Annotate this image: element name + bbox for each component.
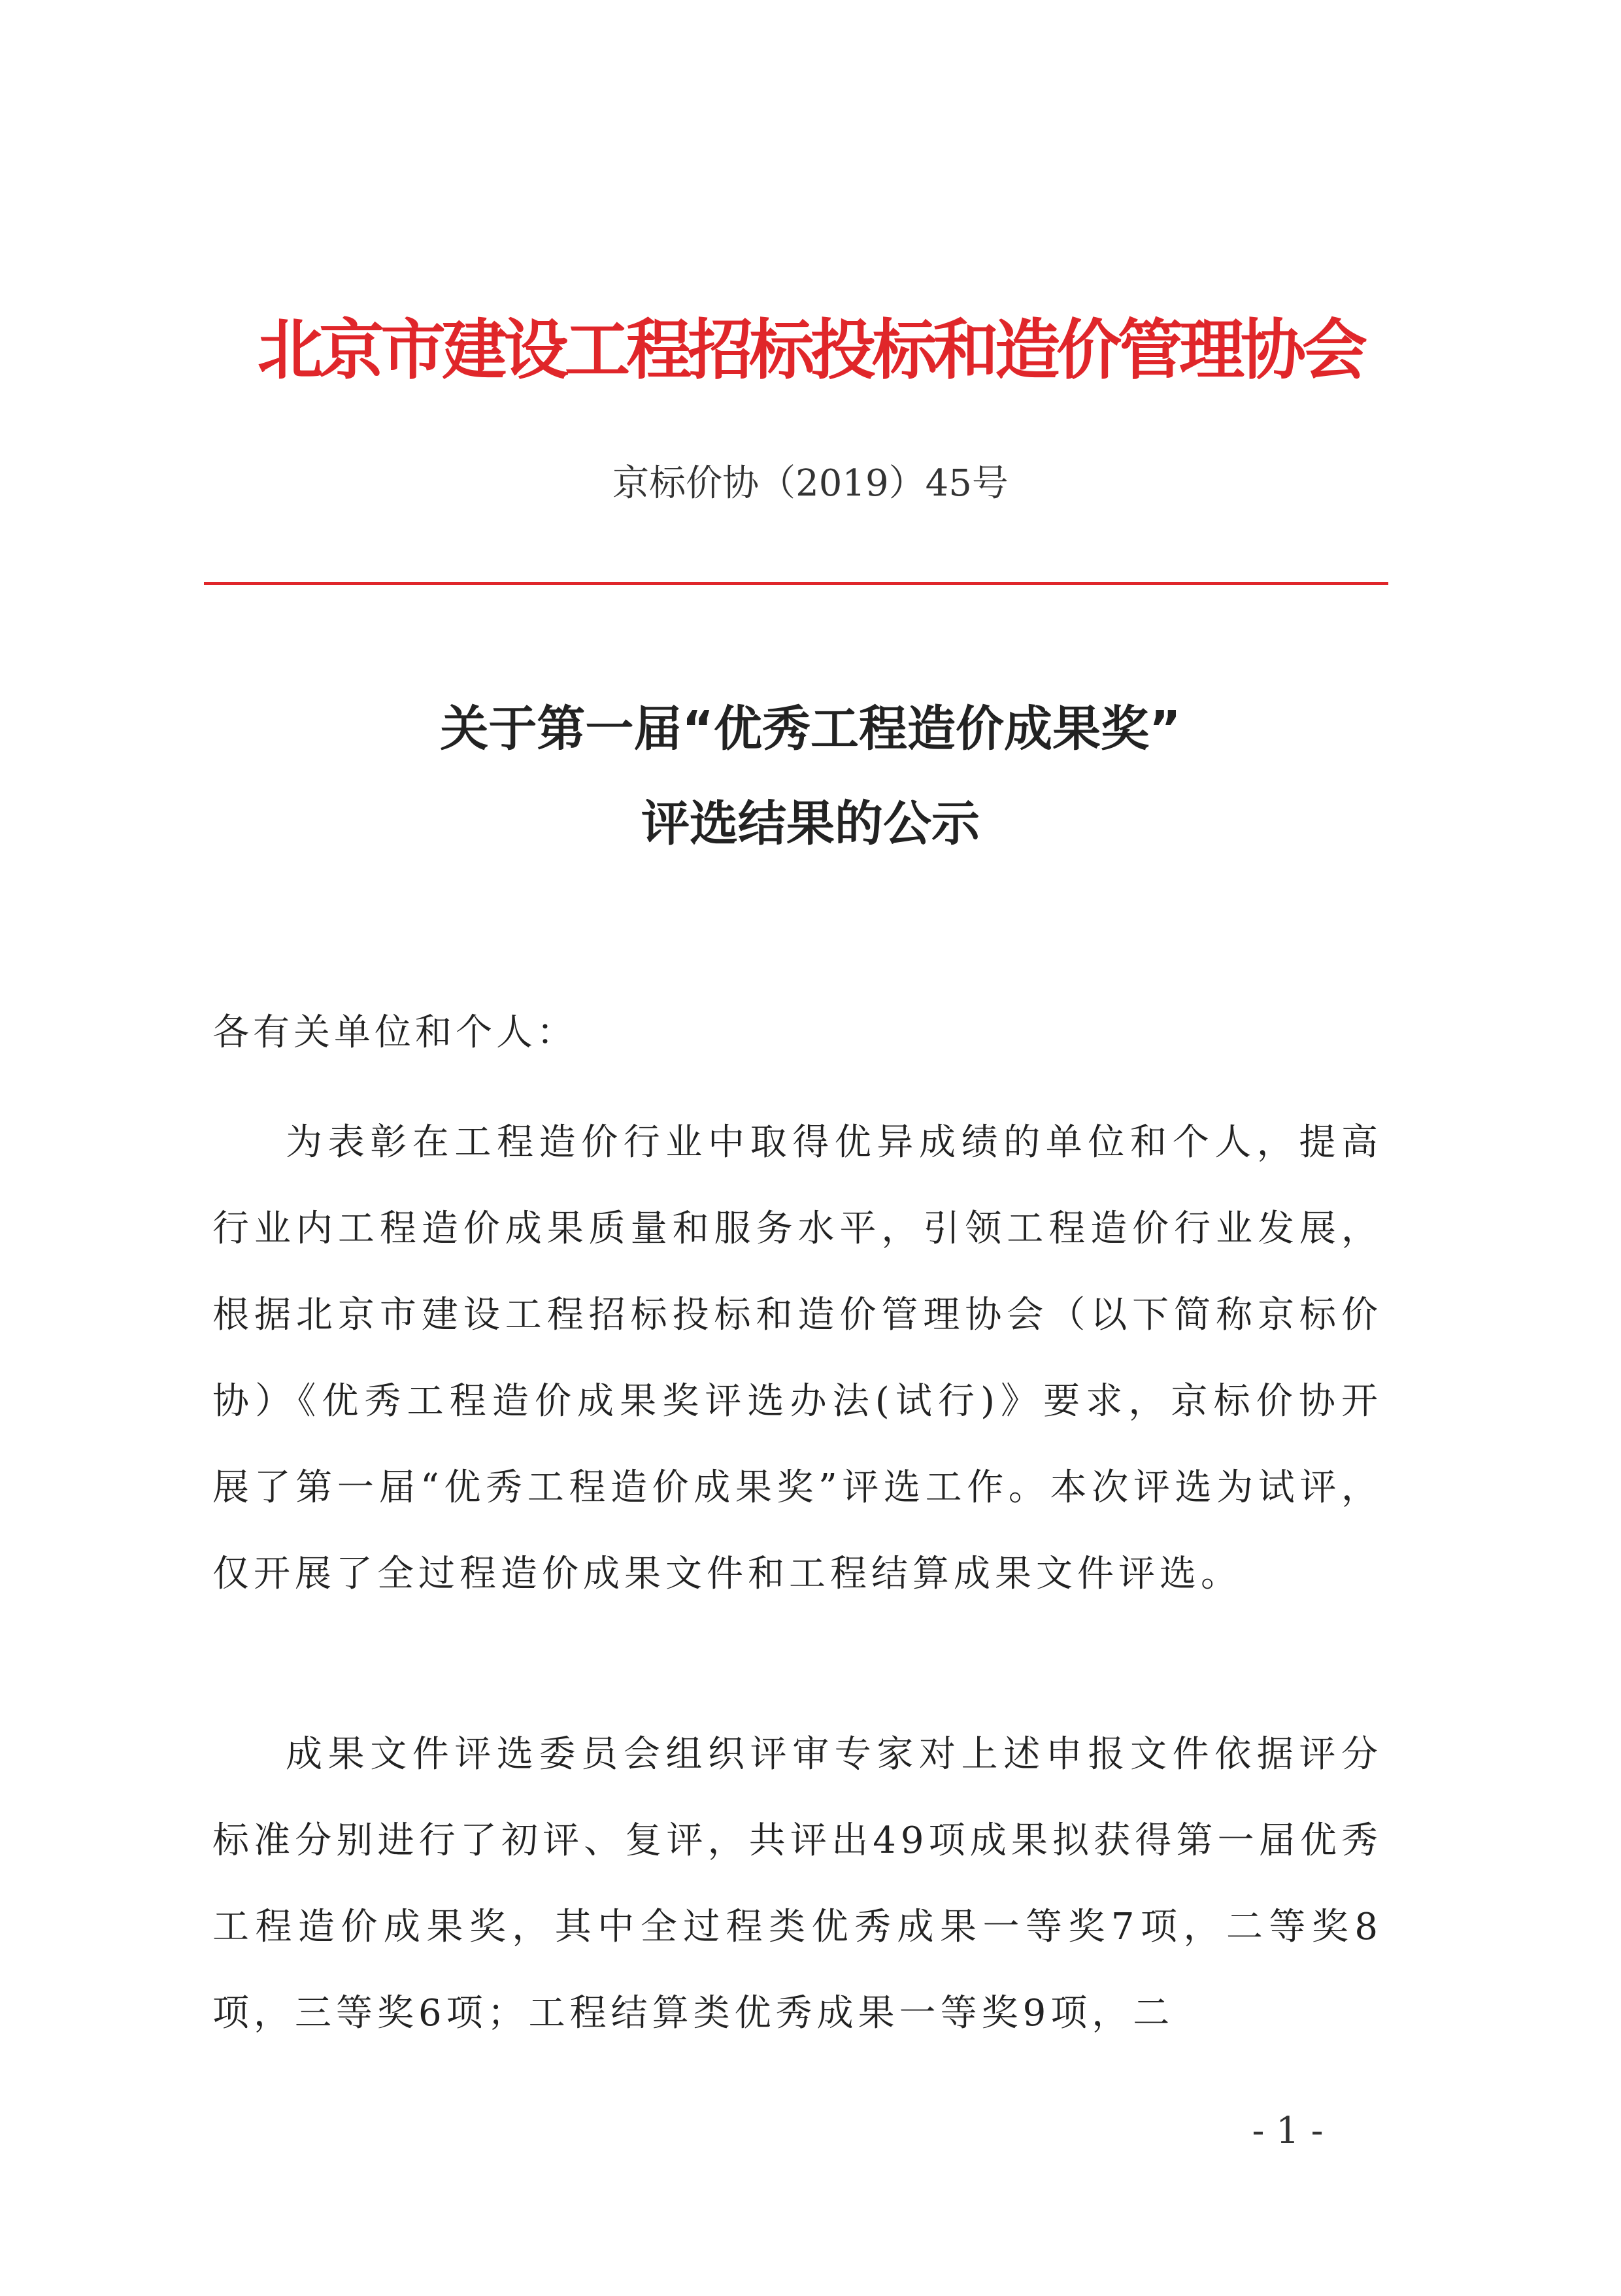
organization-name: 北京市建设工程招标投标和造价管理协会	[258, 311, 1363, 388]
page-number: - 1 -	[1252, 2110, 1324, 2152]
salutation: 各有关单位和个人：	[212, 1011, 577, 1054]
document-title-line-1: 关于第一届“优秀工程造价成果奖”	[440, 701, 1181, 757]
body-paragraph-1: 为表彰在工程造价行业中取得优异成绩的单位和个人，提高行业内工程造价成果质量和服务水平，引领工程造价行业发展，根据北京市建设工程招标投标和造价管理协会（以下简称京标价协）《优秀工程造价成果奖评选办法(试行)》要求，京标价协开展了第一届“优秀工程造价成果奖”评选工作。本次评选为试评，仅开展了全过程造价成果文件和工程结算成果文件评选。	[212, 1121, 1382, 1595]
document-title-line-2: 评选结果的公示	[641, 796, 980, 852]
header-red-rule	[204, 582, 1388, 585]
document-number: 京标价协（2019）45号	[612, 462, 1009, 505]
body-paragraph-2: 成果文件评选委员会组织评审专家对上述申报文件依据评分标准分别进行了初评、复评，共评出49项成果拟获得第一届优秀工程造价成果奖，其中全过程类优秀成果一等奖7项，二等奖8项，三等奖6项；工程结算类优秀成果一等奖9项，二	[212, 1733, 1382, 2034]
